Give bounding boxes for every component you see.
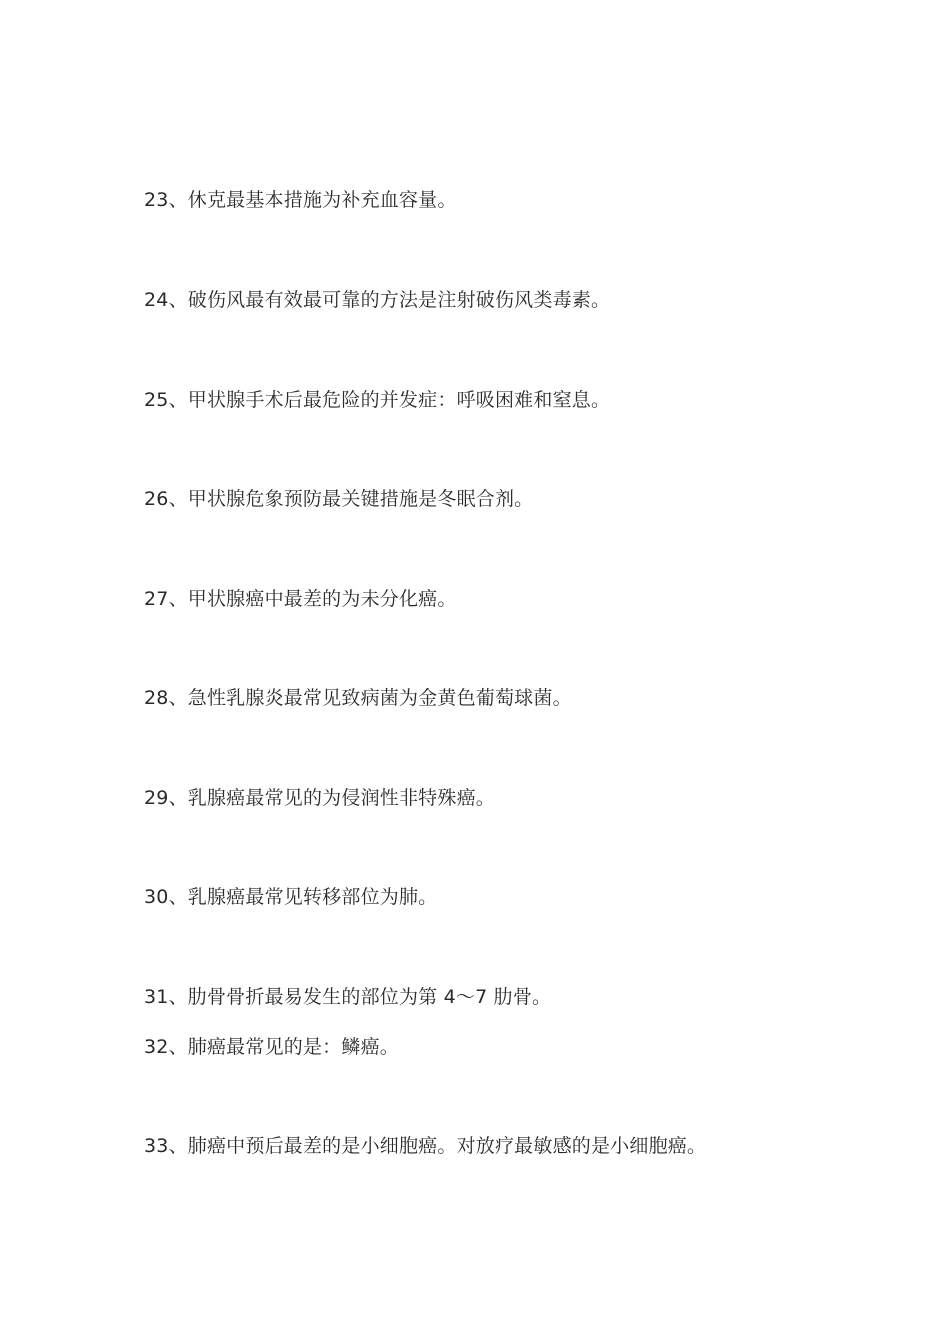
list-item: 28、急性乳腺炎最常见致病菌为金黄色葡萄球菌。 [144,687,572,709]
list-item: 24、破伤风最有效最可靠的方法是注射破伤风类毒素。 [144,289,611,311]
list-item: 27、甲状腺癌中最差的为未分化癌。 [144,588,457,610]
list-item: 31、肋骨骨折最易发生的部位为第 4～7 肋骨。 [144,986,552,1008]
list-item: 25、甲状腺手术后最危险的并发症：呼吸困难和窒息。 [144,389,611,411]
list-item: 26、甲状腺危象预防最关键措施是冬眠合剂。 [144,488,534,510]
list-item: 29、乳腺癌最常见的为侵润性非特殊癌。 [144,787,495,809]
list-item: 30、乳腺癌最常见转移部位为肺。 [144,886,438,908]
list-item: 32、肺癌最常见的是：鳞癌。 [144,1036,399,1058]
list-item: 23、休克最基本措施为补充血容量。 [144,189,457,211]
list-item: 33、肺癌中预后最差的是小细胞癌。对放疗最敏感的是小细胞癌。 [144,1135,707,1157]
